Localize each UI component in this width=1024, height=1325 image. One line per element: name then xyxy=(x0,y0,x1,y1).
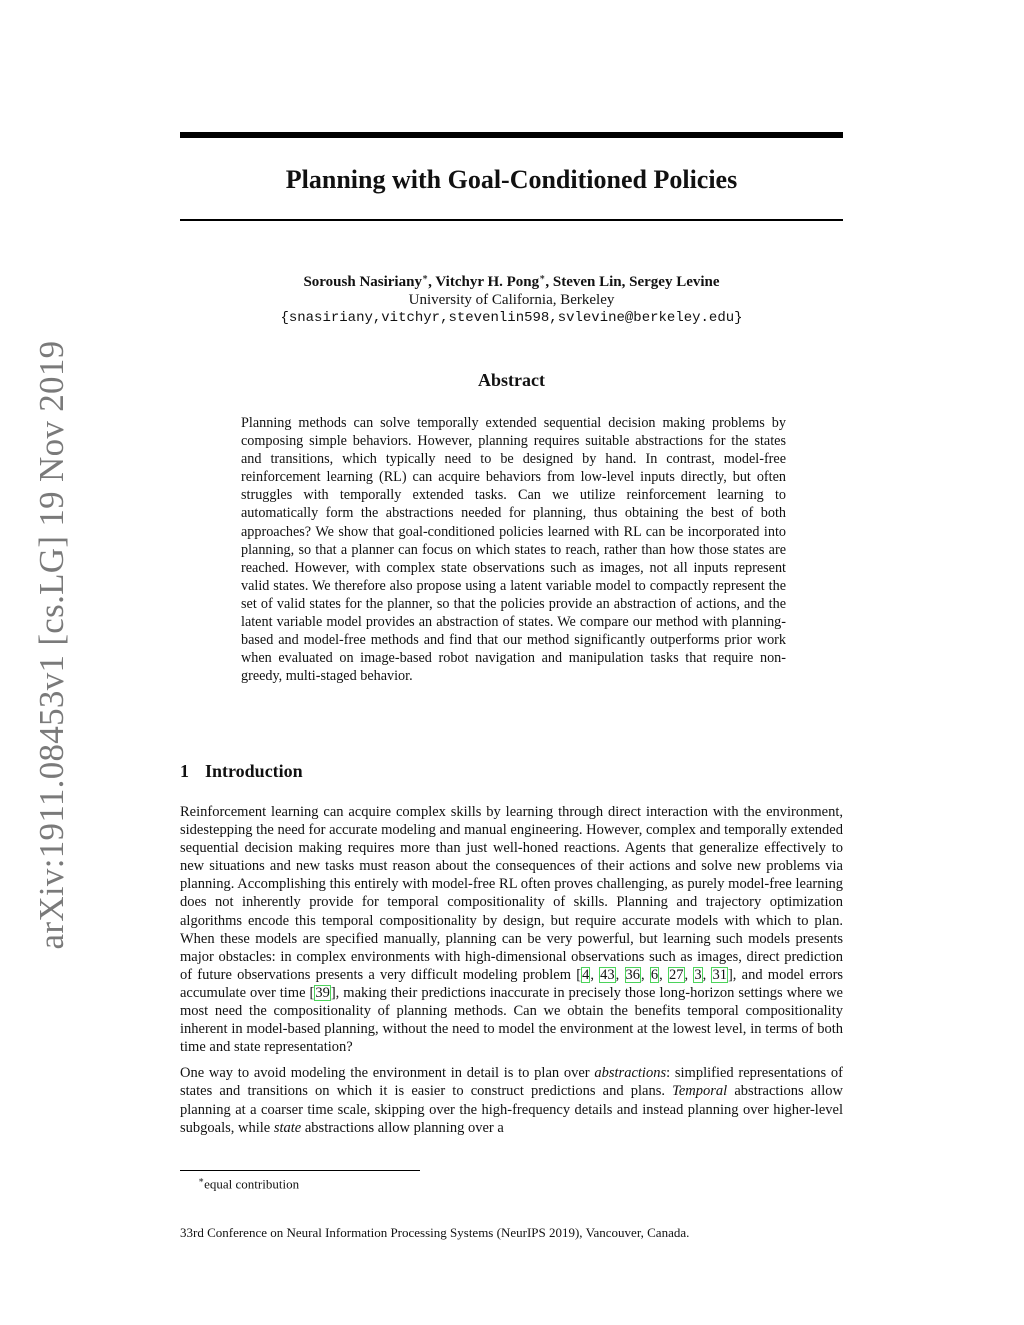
citation-link[interactable]: 3 xyxy=(694,966,702,983)
author-affiliation: University of California, Berkeley xyxy=(408,292,615,308)
paragraph: Reinforcement learning can acquire complex skills by learning through direct interaction with the environment, sidestepping the need for accurate modeling and manual engineering. However, complex and temporally extended sequential decision making requires more than just well-honed reactions. Agents that generalize effectively to new situations and new tasks must reason about the consequences of their actions and solve new problems via planning. Accomplishing this entirely with model-free RL often proves challenging, as purely model-free learning does not inherently provide for temporal compositionality of skills. Planning and trajectory optimization algorithms encode this temporal compositionality by design, but require accurate models with which to plan. When these models are specified manually, planning can be very powerful, but learning such models presents major obstacles: in complex environments with high-dimensional observations such as images, direct prediction of future observations presents a very difficult modeling problem [4, 43, 36, 6, 27, 3, 31], and model errors accumulate over time [39], making their predictions inaccurate in precisely those long-horizon settings where we most need the compositionality of planning methods. Can we obtain the benefits temporal compositionality inherent in model-based planning, without the need to model the environment at the lowest level, in terms of both time and state representation? xyxy=(180,804,844,1056)
equal-contribution-mark: ∗ xyxy=(539,272,546,282)
author-name: Soroush Nasiriany xyxy=(303,274,422,290)
emphasis: Temporal xyxy=(672,1083,728,1100)
author-name: Vitchyr H. Pong xyxy=(435,274,540,290)
citation-link[interactable]: 4 xyxy=(582,966,590,983)
citation-link[interactable]: 39 xyxy=(315,984,330,1001)
section-number: 1 xyxy=(180,761,189,781)
venue-line: 33rd Conference on Neural Information Processing Systems (NeurIPS 2019), Vancouver, Canada. xyxy=(180,1225,690,1240)
paragraph-text: abstractions allow planning over a xyxy=(301,1119,504,1136)
author-names: Soroush Nasiriany∗, Vitchyr H. Pong∗, Steven Lin, Sergey Levine xyxy=(303,272,720,290)
introduction-body xyxy=(180,803,843,1145)
citation-link[interactable]: 27 xyxy=(669,966,684,983)
citation-link[interactable]: 43 xyxy=(600,966,615,983)
citation-link[interactable]: 31 xyxy=(712,966,727,983)
paragraph xyxy=(180,1064,843,1136)
arxiv-stamp: arXiv:1911.08453v1 [cs.LG] 19 Nov 2019 xyxy=(32,340,71,950)
emphasis: state xyxy=(273,1119,302,1136)
footnote-mark: ∗ xyxy=(198,1175,205,1185)
section-title: Introduction xyxy=(205,761,303,781)
paragraph-text: Reinforcement learning can acquire complex skills by learning through direct interaction with the environment, sidestepping the need for accurate modeling and manual engineering. However, complex and temporally extended sequential decision making requires more than just well-honed reactions. Agents that generalize effectively to new situations and new tasks must reason about the consequences of their actions and solve new problems via planning. Accomplishing this entirely with model-free RL often proves challenging, as purely model-free learning does not inherently provide for temporal compositionality of skills. Planning and trajectory optimization algorithms encode this temporal compositionality by design, but require accurate models with which to plan. When these models are specified manually, planning can be very powerful, but learning such models presents major obstacles: in complex environments with high-dimensional observations such as images, direct prediction of future observations presents a very difficult modeling problem [ xyxy=(180,804,843,983)
paper-title: Planning with Goal-Conditioned Policies xyxy=(285,165,738,194)
title-rule-bottom xyxy=(180,219,843,221)
paragraph-text: One way to avoid modeling the environment in detail is to plan over xyxy=(180,1065,595,1082)
paragraph-text: ], and model errors accumulate over time [ xyxy=(180,966,844,1001)
abstract-text: Planning methods can solve temporally extended sequential decision making problems by composing simple behaviors. However, planning requires suitable abstractions for the states and transitions, which typically need to be designed by hand. In contrast, model-free reinforcement learning (RL) can acquire behaviors from low-level inputs directly, but often struggles with temporally extended tasks. Can we utilize reinforcement learning to automatically form the abstractions needed for planning, thus obtaining the best of both approaches? We show that goal-conditioned policies learned with RL can be incorporated into planning, so that a planner can focus on which states to reach, rather than how those states are reached. However, with complex state observations such as images, not all inputs represent valid states. We therefore also propose using a latent variable model to compactly represent the set of valid states for the planner, so that the policies provide an abstraction of actions, and the latent variable model provides an abstraction of states. We compare our method with planning-based and model-free methods and find that our method significantly outperforms prior work when evaluated on image-based robot navigation and manipulation tasks that require non-greedy, multi-staged behavior. xyxy=(241,415,786,685)
author-name: Sergey Levine xyxy=(629,274,720,290)
footnote-text: equal contribution xyxy=(204,1176,300,1192)
emphasis: abstractions xyxy=(594,1065,667,1082)
author-email[interactable]: {snasiriany,vitchyr,stevenlin598,svlevine@berkeley.edu} xyxy=(280,310,743,326)
author-name: Steven Lin xyxy=(552,274,622,290)
footnote-rule xyxy=(180,1170,420,1171)
footnote xyxy=(198,1175,299,1192)
paragraph-text: abstractions allow planning at a coarser time scale, skipping over the high-frequency details and instead planning over higher-level subgoals, while xyxy=(180,1083,843,1136)
section-heading xyxy=(180,761,303,782)
citation-link[interactable]: 6 xyxy=(650,966,659,983)
paragraph-text: : simplified representations of states and transitions on which it is easier to construct predictions and plans. xyxy=(180,1065,843,1100)
equal-contribution-mark: ∗ xyxy=(421,272,429,282)
citation-link[interactable]: 36 xyxy=(625,966,641,983)
title-rule-top xyxy=(180,132,843,138)
paragraph-text: ], making their predictions inaccurate in precisely those long-horizon settings where we most need the compositionality of planning methods. Can we obtain the benefits temporal compositionality inherent in model-based planning, without the need to model the environment at the lowest level, in terms of both time and state representation? xyxy=(180,984,843,1056)
abstract-heading: Abstract xyxy=(478,370,545,390)
author-block xyxy=(180,268,843,327)
